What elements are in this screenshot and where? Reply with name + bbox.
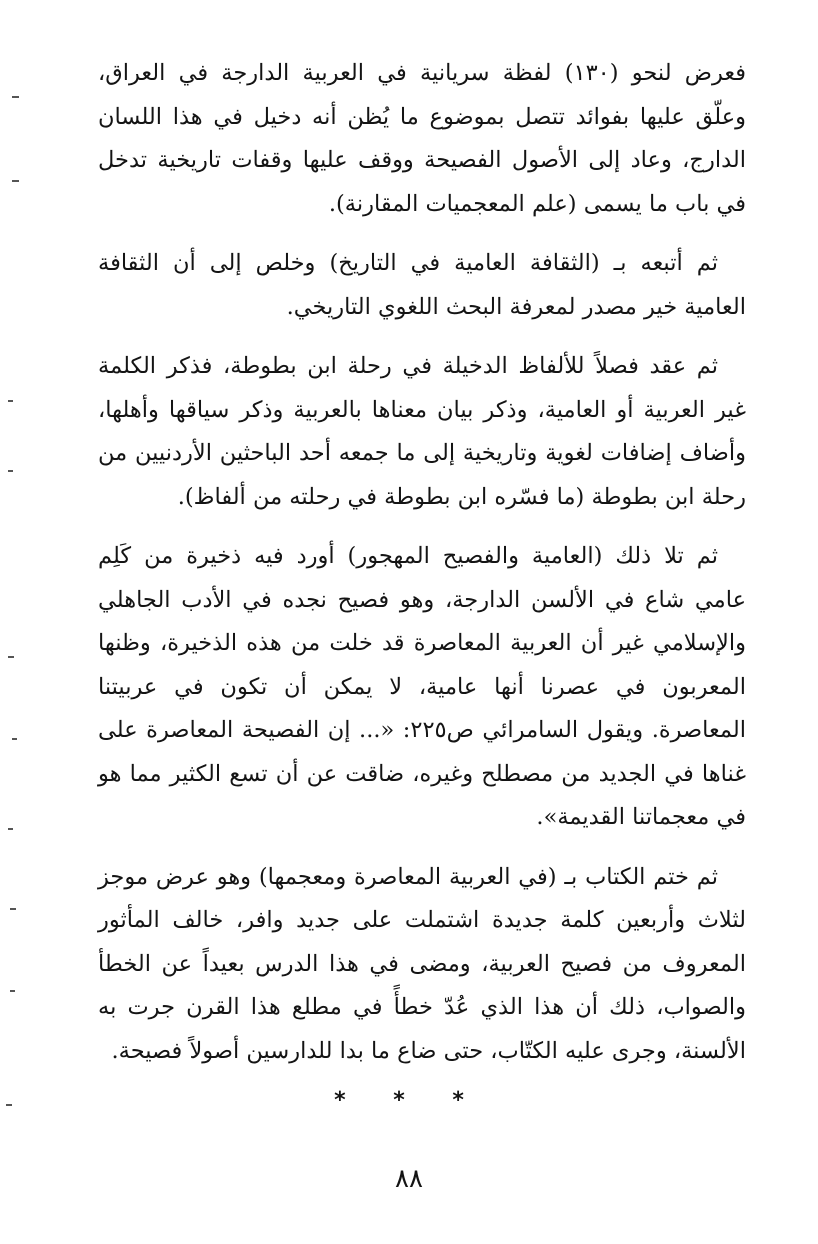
margin-mark xyxy=(12,96,19,98)
margin-mark xyxy=(8,828,13,830)
paragraph: ثم أتبعه بـ (الثقافة العامية في التاريخ) وخلص إلى أن الثقافة العامية خير مصدر لمعرفة البحث اللغوي التاريخي. xyxy=(98,250,746,320)
margin-mark xyxy=(12,738,17,740)
paragraph: فعرض لنحو (١٣٠) لفظة سريانية في العربية الدارجة في العراق، وعلّق عليها بفوائد تتصل بموضوع ما يُظن أنه دخيل في هذا اللسان الدارج، وعاد إلى الأصول الفصيحة ووقف عليها وقفات تاريخية تدخل في باب ما يسمى (علم المعجميات المقارنة). xyxy=(98,60,746,217)
paragraph: ثم عقد فصلاً للألفاظ الدخيلة في رحلة ابن بطوطة، فذكر الكلمة غير العربية أو العامية، وذكر بيان معناها بالعربية وذكر سياقها وأهلها، وأضاف إضافات لغوية وتاريخية إلى ما جمعه أحد الباحثين الأردنيين من رحلة ابن بطوطة (ما فسّره ابن بطوطة في رحلته من ألفاظ). xyxy=(98,353,746,510)
section-separator: * * * xyxy=(334,1088,484,1113)
margin-mark xyxy=(10,908,16,910)
margin-mark xyxy=(8,656,14,658)
margin-mark xyxy=(12,180,19,182)
page-number: ٨٨ xyxy=(395,1164,423,1194)
margin-mark xyxy=(8,400,13,402)
margin-mark xyxy=(10,990,15,992)
margin-mark xyxy=(8,470,13,472)
paragraph: ثم تلا ذلك (العامية والفصيح المهجور) أورد فيه ذخيرة من كَلِم عامي شاع في الألسن الدارجة، وهو فصيح نجده في الأدب الجاهلي والإسلامي غير أن العربية المعاصرة قد خلت من هذه الذخيرة، وظنها المعربون في عصرنا أنها عامية، لا يمكن أن تكون في عربيتنا المعاصرة. ويقول السامرائي ص٢٢٥: «... إن الفصيحة المعاصرة على غناها في الجديد من مصطلح وغيره، ضاقت عن أن تسع الكثير مما هو في معجماتنا القديمة». xyxy=(98,543,746,830)
page-body xyxy=(98,52,746,1089)
paragraph: ثم ختم الكتاب بـ (في العربية المعاصرة ومعجمها) وهو عرض موجز لثلاث وأربعين كلمة جديدة اشتملت على جديد وافر، خالف المأثور المعروف من فصيح العربية، ومضى في هذا الدرس بعيداً عن الخطأ والصواب، ذلك أن هذا الذي عُدّ خطأً في مطلع هذا القرن جرت به الألسنة، وجرى عليه الكتّاب، حتى ضاع ما بدا للدارسين أصولاً فصيحة. xyxy=(98,863,746,1064)
